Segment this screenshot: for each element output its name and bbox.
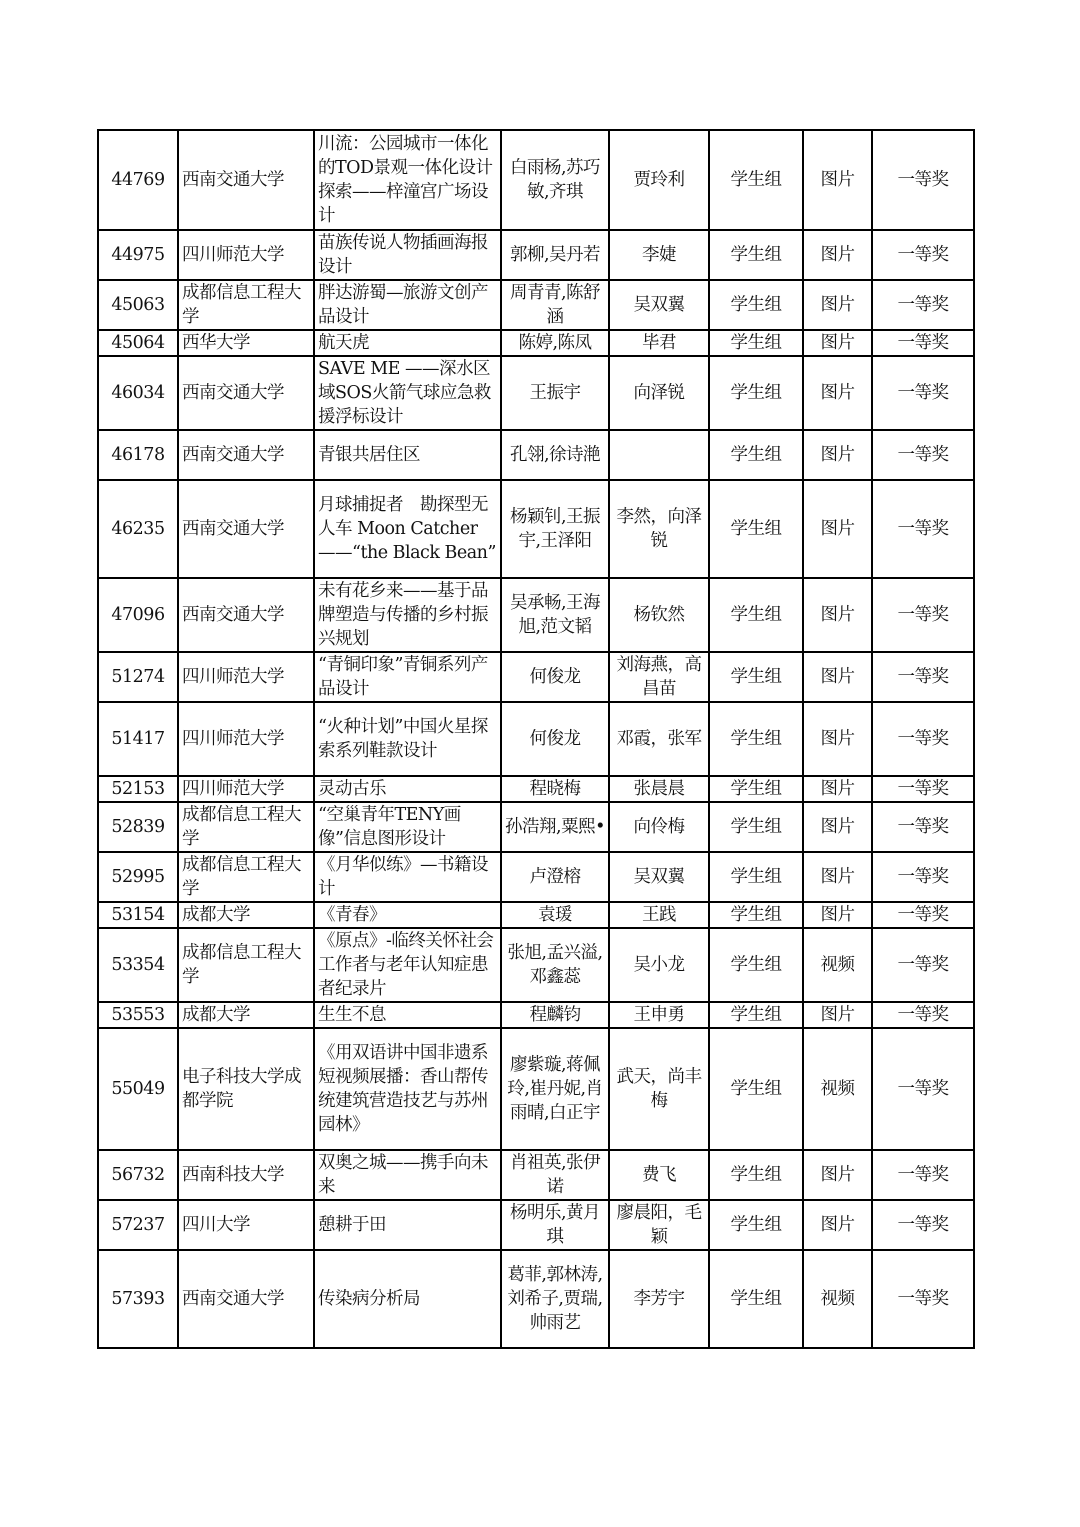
work-title: 《青春》	[314, 902, 501, 928]
entry-id: 53553	[98, 1002, 178, 1028]
authors: 杨颖钊,王振宇,王泽阳	[501, 480, 609, 578]
prize-level: 一等奖	[872, 130, 974, 230]
work-type: 图片	[803, 230, 872, 280]
prize-level: 一等奖	[872, 928, 974, 1002]
advisor: 李然，向泽锐	[609, 480, 709, 578]
authors: 孔翎,徐诗滟	[501, 430, 609, 480]
entry-id: 46034	[98, 356, 178, 430]
work-type: 图片	[803, 902, 872, 928]
table-row	[98, 802, 974, 852]
table-row	[98, 130, 974, 230]
advisor: 王践	[609, 902, 709, 928]
prize-level: 一等奖	[872, 652, 974, 702]
work-type: 图片	[803, 1150, 872, 1200]
group: 学生组	[709, 330, 803, 356]
prize-level: 一等奖	[872, 802, 974, 852]
work-type: 图片	[803, 356, 872, 430]
work-type: 图片	[803, 430, 872, 480]
school-name: 西南交通大学	[178, 356, 314, 430]
table-row	[98, 430, 974, 480]
authors: 袁瑗	[501, 902, 609, 928]
table-row	[98, 1250, 974, 1348]
prize-level: 一等奖	[872, 430, 974, 480]
school-name: 西华大学	[178, 330, 314, 356]
table-row	[98, 230, 974, 280]
work-title: 苗族传说人物插画海报设计	[314, 230, 501, 280]
work-type: 图片	[803, 280, 872, 330]
entry-id: 57393	[98, 1250, 178, 1348]
school-name: 成都大学	[178, 1002, 314, 1028]
advisor: 邓霞，张军	[609, 702, 709, 776]
advisor: 李婕	[609, 230, 709, 280]
work-title: “火种计划”中国火星探索系列鞋款设计	[314, 702, 501, 776]
prize-level: 一等奖	[872, 1028, 974, 1150]
group: 学生组	[709, 130, 803, 230]
authors: 张旭,孟兴溢,邓鑫蕊	[501, 928, 609, 1002]
prize-level: 一等奖	[872, 280, 974, 330]
school-name: 西南交通大学	[178, 430, 314, 480]
work-title: “空巢青年TENY画像”信息图形设计	[314, 802, 501, 852]
group: 学生组	[709, 1150, 803, 1200]
group: 学生组	[709, 1250, 803, 1348]
prize-level: 一等奖	[872, 1200, 974, 1250]
advisor: 张晨晨	[609, 776, 709, 802]
group: 学生组	[709, 578, 803, 652]
school-name: 四川师范大学	[178, 230, 314, 280]
prize-level: 一等奖	[872, 578, 974, 652]
authors: 何俊龙	[501, 652, 609, 702]
work-title: “青铜印象”青铜系列产品设计	[314, 652, 501, 702]
authors: 郭柳,吴丹若	[501, 230, 609, 280]
authors: 葛菲,郭林涛,刘希子,贾瑞,帅雨艺	[501, 1250, 609, 1348]
work-title: 《原点》-临终关怀社会工作者与老年认知症患者纪录片	[314, 928, 501, 1002]
work-title: 月球捕捉者 勘探型无人车 Moon Catcher——“the Black Bean”	[314, 480, 501, 578]
prize-level: 一等奖	[872, 230, 974, 280]
entry-id: 46235	[98, 480, 178, 578]
work-title: 青银共居住区	[314, 430, 501, 480]
group: 学生组	[709, 230, 803, 280]
table-row	[98, 652, 974, 702]
work-title: 双奥之城——携手向未来	[314, 1150, 501, 1200]
prize-level: 一等奖	[872, 356, 974, 430]
group: 学生组	[709, 1002, 803, 1028]
group: 学生组	[709, 902, 803, 928]
work-title: 未有花乡来——基于品牌塑造与传播的乡村振兴规划	[314, 578, 501, 652]
advisor: 毕君	[609, 330, 709, 356]
work-title: 憩耕于田	[314, 1200, 501, 1250]
entry-id: 52839	[98, 802, 178, 852]
work-type: 图片	[803, 852, 872, 902]
work-title: 《月华似练》—书籍设计	[314, 852, 501, 902]
authors: 廖紫璇,蒋佩玲,崔丹妮,肖雨晴,白正宇	[501, 1028, 609, 1150]
table-row	[98, 1028, 974, 1150]
group: 学生组	[709, 356, 803, 430]
group: 学生组	[709, 776, 803, 802]
school-name: 西南交通大学	[178, 480, 314, 578]
entry-id: 52995	[98, 852, 178, 902]
work-title: 传染病分析局	[314, 1250, 501, 1348]
work-type: 图片	[803, 1002, 872, 1028]
prize-level: 一等奖	[872, 702, 974, 776]
prize-level: 一等奖	[872, 902, 974, 928]
table-row	[98, 330, 974, 356]
work-type: 图片	[803, 652, 872, 702]
authors: 何俊龙	[501, 702, 609, 776]
table-row	[98, 776, 974, 802]
table-row	[98, 578, 974, 652]
group: 学生组	[709, 480, 803, 578]
table-row	[98, 928, 974, 1002]
table-row	[98, 1200, 974, 1250]
school-name: 西南交通大学	[178, 1250, 314, 1348]
authors: 程麟钧	[501, 1002, 609, 1028]
entry-id: 47096	[98, 578, 178, 652]
work-title: 胖达游蜀—旅游文创产品设计	[314, 280, 501, 330]
school-name: 成都信息工程大学	[178, 928, 314, 1002]
table-row	[98, 1150, 974, 1200]
entry-id: 56732	[98, 1150, 178, 1200]
entry-id: 53154	[98, 902, 178, 928]
school-name: 电子科技大学成都学院	[178, 1028, 314, 1150]
authors: 吴承畅,王海旭,范文韬	[501, 578, 609, 652]
entry-id: 51417	[98, 702, 178, 776]
prize-level: 一等奖	[872, 776, 974, 802]
school-name: 西南科技大学	[178, 1150, 314, 1200]
advisor: 吴双翼	[609, 852, 709, 902]
table-row	[98, 480, 974, 578]
advisor	[609, 430, 709, 480]
table-row	[98, 702, 974, 776]
advisor: 刘海燕，高昌苗	[609, 652, 709, 702]
school-name: 西南交通大学	[178, 130, 314, 230]
prize-level: 一等奖	[872, 330, 974, 356]
authors: 肖祖英,张伊诺	[501, 1150, 609, 1200]
authors: 孙浩翔,粟熙•	[501, 802, 609, 852]
prize-level: 一等奖	[872, 1250, 974, 1348]
work-type: 图片	[803, 1200, 872, 1250]
work-type: 视频	[803, 1250, 872, 1348]
entry-id: 45064	[98, 330, 178, 356]
work-type: 图片	[803, 330, 872, 356]
entry-id: 44769	[98, 130, 178, 230]
school-name: 四川师范大学	[178, 776, 314, 802]
prize-level: 一等奖	[872, 1002, 974, 1028]
advisor: 费飞	[609, 1150, 709, 1200]
advisor: 廖晨阳，毛颖	[609, 1200, 709, 1250]
entry-id: 51274	[98, 652, 178, 702]
entry-id: 44975	[98, 230, 178, 280]
entry-id: 46178	[98, 430, 178, 480]
group: 学生组	[709, 652, 803, 702]
advisor: 向伶梅	[609, 802, 709, 852]
school-name: 四川师范大学	[178, 702, 314, 776]
work-type: 图片	[803, 802, 872, 852]
table-body	[98, 130, 974, 1348]
advisor: 向泽锐	[609, 356, 709, 430]
entry-id: 55049	[98, 1028, 178, 1150]
entry-id: 53354	[98, 928, 178, 1002]
advisor: 杨钦然	[609, 578, 709, 652]
group: 学生组	[709, 702, 803, 776]
work-type: 视频	[803, 1028, 872, 1150]
prize-level: 一等奖	[872, 1150, 974, 1200]
work-type: 图片	[803, 130, 872, 230]
table-row	[98, 902, 974, 928]
group: 学生组	[709, 430, 803, 480]
group: 学生组	[709, 852, 803, 902]
work-title: 生生不息	[314, 1002, 501, 1028]
work-title: 川流：公园城市一体化的TOD景观一体化设计探索——梓潼宫广场设计	[314, 130, 501, 230]
school-name: 四川师范大学	[178, 652, 314, 702]
prize-level: 一等奖	[872, 852, 974, 902]
school-name: 成都信息工程大学	[178, 802, 314, 852]
group: 学生组	[709, 928, 803, 1002]
work-title: 灵动古乐	[314, 776, 501, 802]
authors: 陈婷,陈凤	[501, 330, 609, 356]
table-row	[98, 356, 974, 430]
work-type: 图片	[803, 776, 872, 802]
advisor: 李芳宇	[609, 1250, 709, 1348]
advisor: 武天，尚丰梅	[609, 1028, 709, 1150]
school-name: 成都信息工程大学	[178, 280, 314, 330]
entry-id: 57237	[98, 1200, 178, 1250]
work-type: 视频	[803, 928, 872, 1002]
work-type: 图片	[803, 480, 872, 578]
entry-id: 52153	[98, 776, 178, 802]
advisor: 吴小龙	[609, 928, 709, 1002]
advisor: 吴双翼	[609, 280, 709, 330]
school-name: 西南交通大学	[178, 578, 314, 652]
prize-level: 一等奖	[872, 480, 974, 578]
school-name: 四川大学	[178, 1200, 314, 1250]
authors: 白雨杨,苏巧敏,齐琪	[501, 130, 609, 230]
work-type: 图片	[803, 578, 872, 652]
work-title: 航天虎	[314, 330, 501, 356]
authors: 卢澄榕	[501, 852, 609, 902]
awards-table	[97, 129, 975, 1349]
work-type: 图片	[803, 702, 872, 776]
group: 学生组	[709, 802, 803, 852]
table-row	[98, 280, 974, 330]
group: 学生组	[709, 1200, 803, 1250]
authors: 周青青,陈舒涵	[501, 280, 609, 330]
entry-id: 45063	[98, 280, 178, 330]
work-title: 《用双语讲中国非遗系短视频展播：香山帮传统建筑营造技艺与苏州园林》	[314, 1028, 501, 1150]
group: 学生组	[709, 1028, 803, 1150]
work-title: SAVE ME ——深水区域SOS火箭气球应急救援浮标设计	[314, 356, 501, 430]
authors: 程晓梅	[501, 776, 609, 802]
advisor: 王申勇	[609, 1002, 709, 1028]
authors: 王振宇	[501, 356, 609, 430]
table-row	[98, 1002, 974, 1028]
school-name: 成都大学	[178, 902, 314, 928]
school-name: 成都信息工程大学	[178, 852, 314, 902]
group: 学生组	[709, 280, 803, 330]
table-row	[98, 852, 974, 902]
authors: 杨明乐,黄月琪	[501, 1200, 609, 1250]
advisor: 贾玲利	[609, 130, 709, 230]
